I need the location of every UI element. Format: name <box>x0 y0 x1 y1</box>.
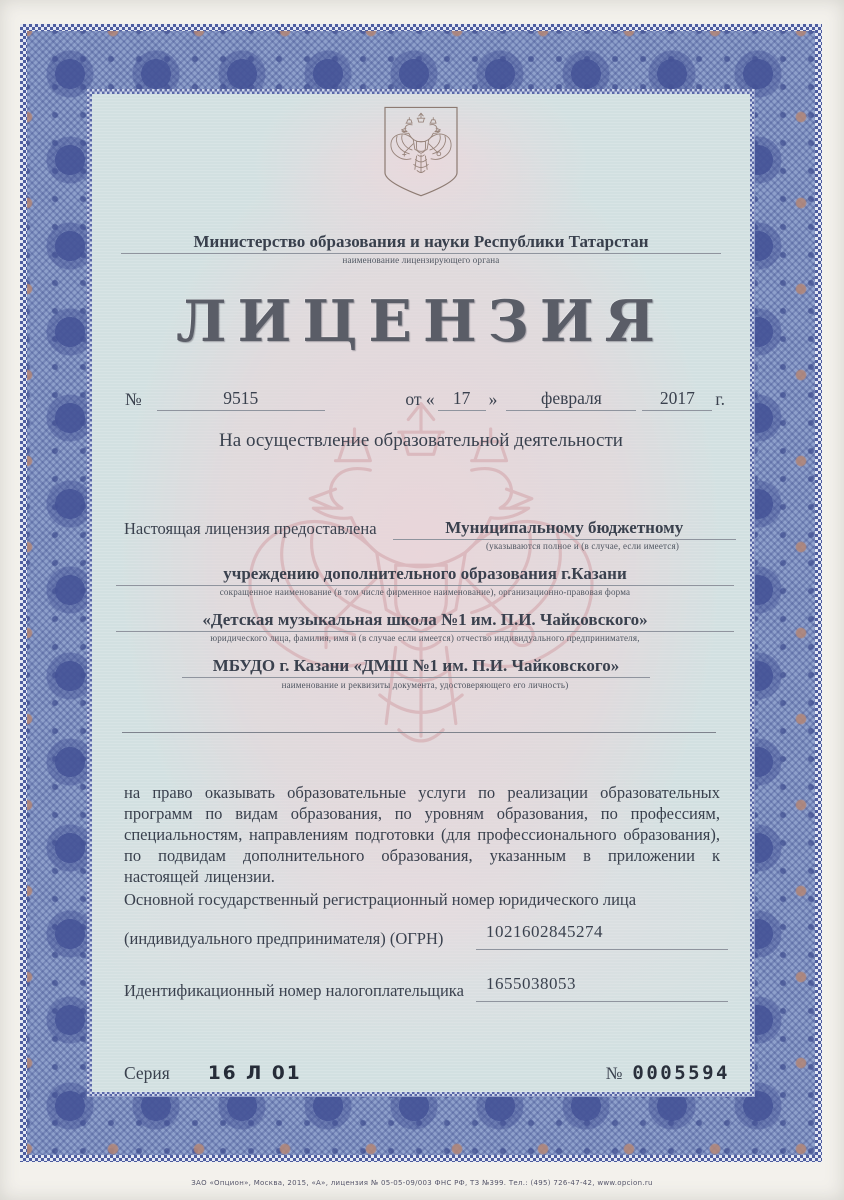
licensing-authority-block <box>121 232 721 266</box>
date-year-value: 2017 <box>642 388 712 411</box>
grantee-row-4 <box>182 656 650 678</box>
license-number-row <box>122 388 728 411</box>
grantee-line3-value: «Детская музыкальная школа №1 им. П.И. Чайковского» <box>116 610 734 632</box>
inn-row <box>124 970 730 1002</box>
printer-footer: ЗАО «Опцион», Москва, 2015, «А», лицензия № 05-05-09/003 ФНС РФ, ТЗ №399. Тел.: (495) 726-47-42, www.opcion.ru <box>191 1179 653 1187</box>
grantee-caption-4: наименование и реквизиты документа, удостоверяющего его личность) <box>281 680 569 690</box>
grantee-caption-3: юридического лица, фамилия, имя и (в случае если имеется) отчество индивидуального предпринимателя, <box>210 633 640 643</box>
inner-border <box>87 89 755 1097</box>
number-sign: № <box>125 389 142 409</box>
authority-name: Министерство образования и науки Республики Татарстан <box>121 232 721 254</box>
inn-value: 1655038053 <box>486 974 576 993</box>
date-year-suffix: г. <box>715 389 725 409</box>
series-row <box>124 1062 730 1086</box>
grantee-line1-value: Муниципальному бюджетному <box>393 518 736 540</box>
inn-label: Идентификационный номер налогоплательщика <box>124 981 464 1000</box>
license-subtitle: На осуществление образовательной деятельности <box>219 430 623 451</box>
coat-of-arms-icon <box>375 104 467 200</box>
rights-paragraph: на право оказывать образовательные услуги по реализации образовательных программ по видам образования, по уровням образования, по профессиям, специальностям, направлениям подготовки (для профессионального образования), по подвидам дополнительного образования, указанным в приложении к настоящей лицензии. <box>124 783 720 886</box>
date-month-value: февраля <box>506 388 636 411</box>
ornamental-border <box>20 24 822 1162</box>
grantee-line4-value: МБУДО г. Казани «ДМШ №1 им. П.И. Чайковского» <box>182 656 650 678</box>
grantee-line2-value: учреждению дополнительного образования г.Казани <box>116 564 734 586</box>
guilloche-band <box>27 31 815 1155</box>
form-number-group <box>606 1062 730 1084</box>
license-number-value: 9515 <box>157 388 325 411</box>
grantee-caption-2: сокращенное наименование (в том числе фирменное наименование), организационно-правовая форма <box>219 587 631 597</box>
ogrn-field <box>476 922 728 950</box>
date-from-token: от « <box>405 389 435 409</box>
grantee-row-3 <box>116 610 734 644</box>
grantee-row-2 <box>116 564 734 598</box>
series-label: Серия <box>124 1063 170 1083</box>
date-day-value: 17 <box>438 388 486 411</box>
grantee-caption-1: (указываются полное и (в случае, если имеется) <box>485 541 680 551</box>
ogrn-row <box>124 918 730 950</box>
authority-caption: наименование лицензирующего органа <box>342 255 500 265</box>
series-value: 16 Л 01 <box>207 1063 302 1084</box>
ogrn-label-line1: Основной государственный регистрационный номер юридического лица <box>124 890 637 909</box>
ogrn-label-line2: (индивидуального предпринимателя) (ОГРН) <box>124 929 444 948</box>
grantee-row-1 <box>124 518 736 552</box>
inn-field <box>476 974 728 1002</box>
granted-label: Настоящая лицензия предоставлена <box>124 519 377 538</box>
certificate-body <box>92 94 750 1092</box>
date-close-quote: » <box>488 389 498 409</box>
form-number-sign: № <box>605 1063 623 1083</box>
license-title: ЛИЦЕНЗИЯ <box>176 288 666 355</box>
form-number-value: 0005594 <box>632 1062 730 1084</box>
eagle-watermark-icon <box>231 394 611 806</box>
empty-fill-line <box>122 724 716 733</box>
ogrn-value: 1021602845274 <box>486 922 603 941</box>
